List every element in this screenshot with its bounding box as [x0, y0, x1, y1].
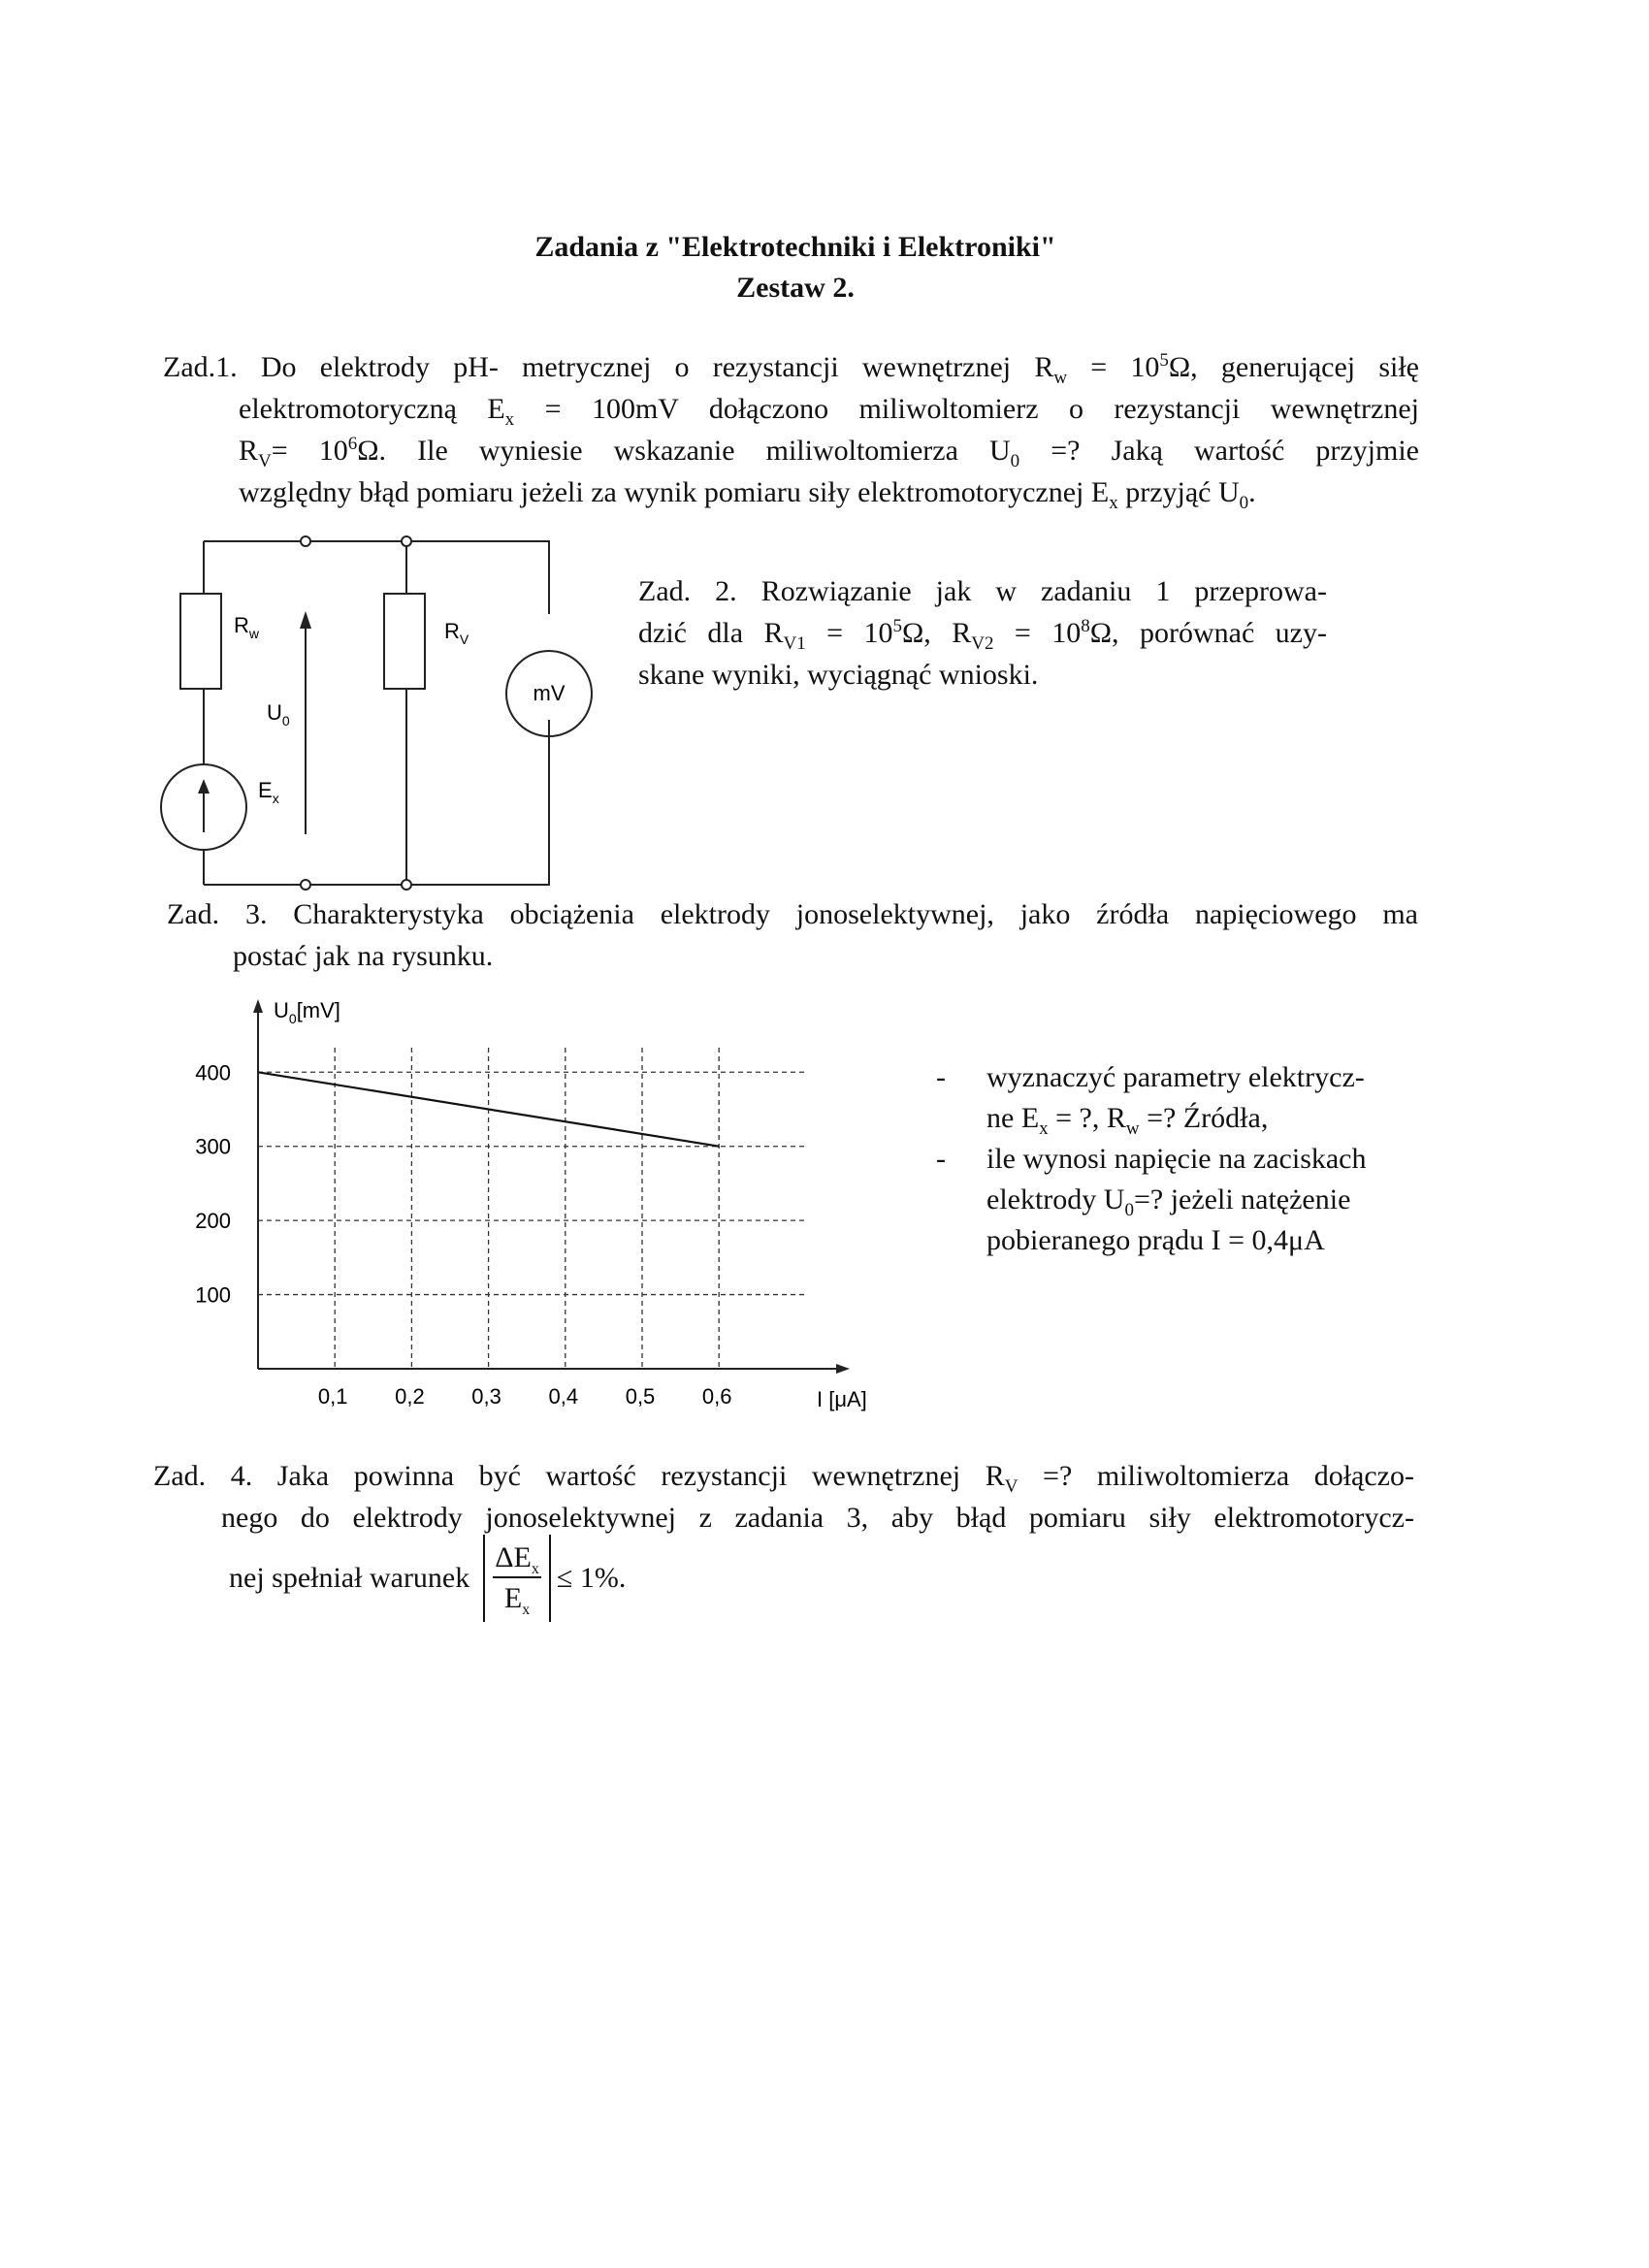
task1-text: R — [239, 435, 259, 467]
rv-label: $R_V$ — [444, 619, 469, 647]
task1-line2 — [239, 388, 1419, 430]
task1-sub: x — [504, 409, 515, 430]
bullet-item-1 — [936, 1057, 1440, 1139]
task4-text: Zad. 4. Jaka powinna być wartość rezystancji wewnętrznej R — [153, 1460, 1005, 1492]
task1-text: = 10 — [271, 435, 348, 467]
task1-label: Zad.1. — [163, 351, 238, 383]
task1-text: . — [1248, 476, 1256, 508]
source-arrow-head — [198, 779, 210, 794]
condition-text: ≤ 1%. — [556, 1562, 627, 1594]
task1-sub: 0 — [1239, 493, 1249, 513]
task1-line1 — [163, 346, 1419, 388]
bullet2-line1: ile wynosi napięcie na zaciskach — [986, 1143, 1367, 1175]
bullet2-sub: 0 — [1124, 1200, 1134, 1220]
task4-text: =? miliwoltomierza dołączo- — [1018, 1460, 1414, 1492]
y-axis-arrow — [253, 999, 263, 1013]
task2 — [638, 570, 1327, 696]
terminal-top-right — [402, 536, 411, 546]
task2-sup: 8 — [1081, 616, 1090, 636]
rw-label: $R_w$ — [234, 613, 260, 641]
terminal-bottom-right — [402, 880, 411, 890]
chart-labels — [195, 1060, 731, 1409]
task4-condition — [229, 1535, 626, 1622]
task1-sup: 6 — [347, 434, 358, 454]
task3 — [167, 893, 1418, 977]
x-axis-arrow — [836, 1364, 850, 1374]
y-tick-label: 100 — [195, 1282, 231, 1308]
y-axis-label: $U_0[mV]$ — [274, 998, 340, 1026]
task1-text: = 100mV dołączono miliwoltomierz o rezystancji wewnętrznej — [514, 393, 1419, 425]
task4 — [153, 1455, 1414, 1539]
bullet-dash: - — [936, 1143, 946, 1175]
bullet2-line3: pobieranego prądu I = 0,4μA — [986, 1224, 1325, 1256]
task1-text: =? Jaką wartość przyjmie — [1019, 435, 1419, 467]
terminal-top-left — [301, 536, 310, 546]
task3-line2: postać jak na rysunku. — [233, 940, 494, 972]
bullet1-text: = ?, R — [1048, 1102, 1126, 1134]
x-tick-label: 0,6 — [701, 1384, 732, 1409]
bullet1-text: ne E — [986, 1102, 1040, 1134]
terminal-bottom-left — [301, 880, 310, 890]
task2-line1: Zad. 2. Rozwiązanie jak w zadaniu 1 przeprowa- — [638, 575, 1327, 607]
x-tick-label: 0,2 — [395, 1384, 425, 1409]
task1-sub: x — [1109, 493, 1118, 513]
resistor-rw — [180, 594, 221, 689]
bullet2-line2 — [986, 1180, 1440, 1220]
wire-top-right — [411, 541, 549, 614]
fraction-denominator: $E_x$ — [503, 1582, 531, 1618]
x-axis-label: I [μA] — [817, 1387, 867, 1411]
circuit-diagram — [146, 529, 611, 897]
y-tick-label: 300 — [195, 1134, 231, 1159]
bullet-item-2 — [936, 1139, 1440, 1261]
bullet1-sub: x — [1039, 1118, 1049, 1139]
task2-text: dzić dla R — [638, 617, 784, 649]
task2-line3: skane wyniki, wyciągnąć wnioski. — [638, 659, 1039, 691]
u0-label: $U_0$ — [267, 700, 290, 729]
y-tick-label: 400 — [195, 1060, 231, 1085]
task1-sub: V — [258, 451, 272, 471]
bullet1-line1: wyznaczyć parametry elektrycz- — [986, 1061, 1365, 1093]
bullet-dash: - — [936, 1061, 946, 1093]
task1-sub: 0 — [1010, 451, 1020, 471]
task1 — [163, 346, 1419, 513]
task1-sup: 5 — [1159, 350, 1169, 371]
wire-bottom-right — [411, 720, 549, 885]
fraction — [493, 1541, 541, 1618]
task1-text: = 10 — [1067, 351, 1160, 383]
task1-text: względny błąd pomiaru jeżeli za wynik pomiaru siły elektromotorycznej E — [239, 476, 1110, 508]
bullet1-text: =? Źródła, — [1139, 1102, 1269, 1134]
task4-line3: nej spełniał warunek — [229, 1562, 470, 1594]
page-subtitle: Zestaw 2. — [736, 272, 855, 304]
chart-axes — [253, 999, 850, 1374]
task3-line1: Zad. 3. Charakterystyka obciążenia elektrody jonoselektywnej, jako źródła napięciowego ma — [167, 898, 1418, 930]
task2-sub: V2 — [971, 633, 994, 654]
task1-text: elektromotoryczną E — [239, 393, 505, 425]
task1-text: przyjąć U — [1117, 476, 1240, 508]
task3-bullets — [936, 1057, 1440, 1261]
bullet1-line2 — [986, 1098, 1440, 1139]
page-title: Zadania z "Elektrotechniki i Elektroniki" — [534, 231, 1056, 263]
chart-grid — [258, 1048, 806, 1369]
task4-sub: V — [1004, 1476, 1018, 1497]
x-tick-label: 0,4 — [548, 1384, 579, 1409]
task1-line3 — [239, 430, 1419, 471]
u0-arrow-head — [300, 611, 311, 629]
x-tick-label: 0,1 — [317, 1384, 348, 1409]
y-tick-label: 200 — [195, 1209, 231, 1234]
task2-text: = 10 — [805, 617, 893, 649]
task4-line1 — [153, 1455, 1414, 1497]
task4-line2: nego do elektrody jonoselektywnej z zadania 3, aby błąd pomiaru siły elektromotorycz- — [221, 1502, 1414, 1534]
meter-label: mV — [533, 681, 566, 705]
resistor-rv — [384, 594, 425, 689]
abs-fraction — [483, 1535, 551, 1622]
task1-text: Ω. Ile wyniesie wskazanie miliwoltomierza U — [357, 435, 1011, 467]
task1-sub: w — [1053, 368, 1068, 388]
bullet1-sub: w — [1125, 1118, 1140, 1139]
task2-text: Ω, porównać uzy- — [1089, 617, 1327, 649]
task2-text: = 10 — [993, 617, 1082, 649]
task1-text: Ω, generującej siłę — [1168, 351, 1419, 383]
task2-text: Ω, R — [902, 617, 972, 649]
task2-sub: V1 — [783, 633, 806, 654]
x-tick-label: 0,5 — [625, 1384, 656, 1409]
load-characteristic-chart — [175, 980, 892, 1426]
fraction-numerator: $\Delta E_x$ — [495, 1541, 539, 1577]
bullet2-text: =? jeżeli natężenie — [1133, 1183, 1351, 1215]
x-tick-label: 0,3 — [471, 1384, 501, 1409]
ex-label: $E_x$ — [258, 778, 279, 806]
task1-line4 — [239, 471, 1419, 513]
task2-sup: 5 — [892, 616, 902, 636]
bullet2-text: elektrody U — [986, 1183, 1125, 1215]
task1-text: Do elektrody pH- metrycznej o rezystancji wewnętrznej R — [260, 351, 1054, 383]
task2-line2 — [638, 612, 1327, 654]
